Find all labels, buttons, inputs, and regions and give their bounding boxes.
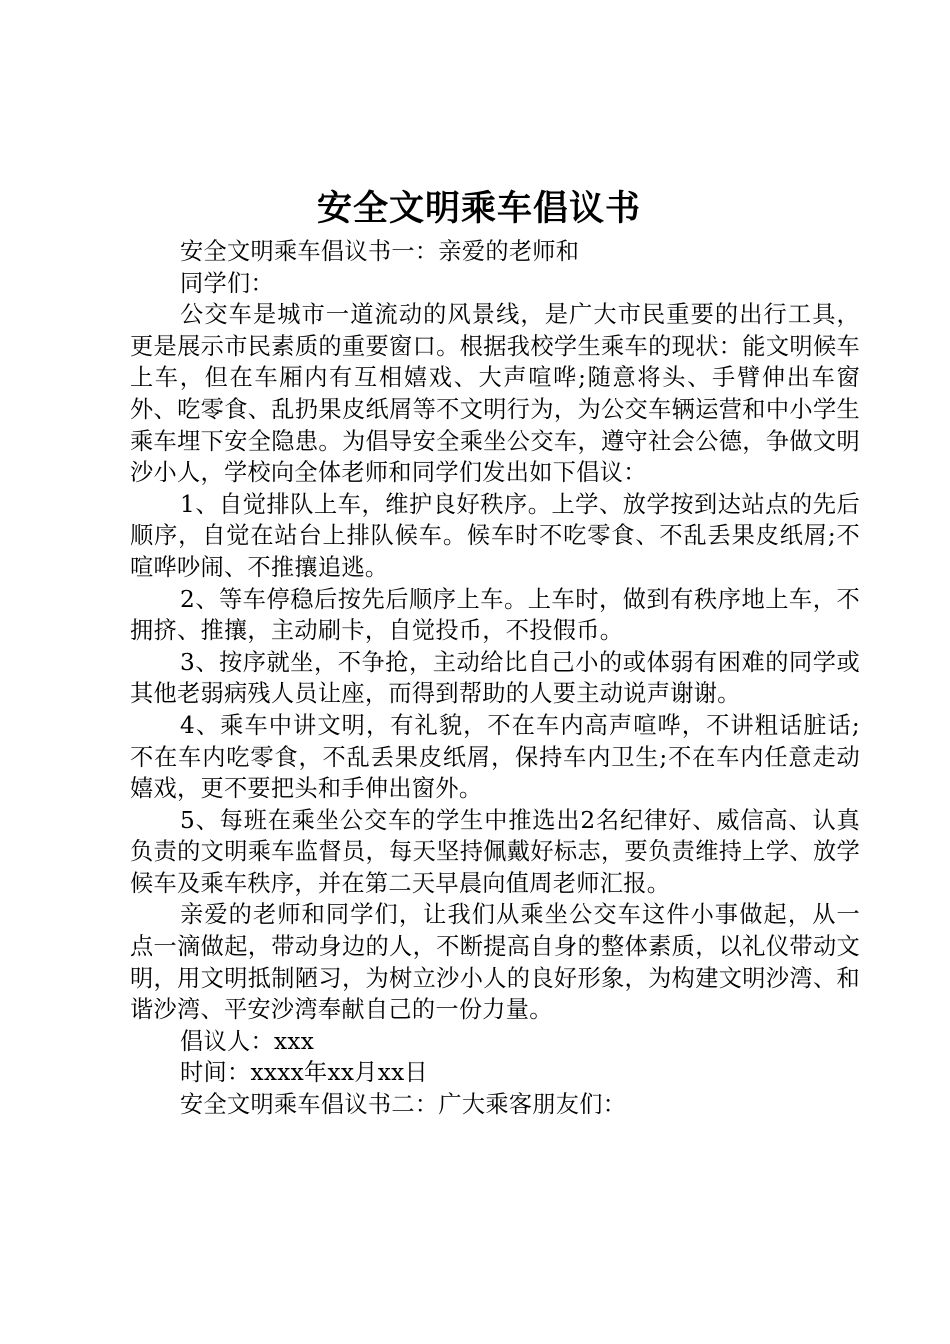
paragraph-item-4: 4、乘车中讲文明，有礼貌，不在车内高声喧哗，不讲粗话脏话;不在车内吃零食，不乱丢果皮纸屑，保持车内卫生;不在车内任意走动嬉戏，更不要把头和手伸出窗外。 xyxy=(130,711,860,803)
paragraph-intro: 公交车是城市一道流动的风景线，是广大市民重要的出行工具，更是展示市民素质的重要窗口。根据我校学生乘车的现状：能文明候车上车，但在车厢内有互相嬉戏、大声喧哗;随意将头、手臂伸出车窗外、吃零食、乱扔果皮纸屑等不文明行为，为公交车辆运营和中小学生乘车埋下安全隐患。为倡导安全乘坐公交车，遵守社会公德，争做文明沙小人，学校向全体老师和同学们发出如下倡议： xyxy=(130,301,860,487)
document-body xyxy=(130,236,860,1121)
paragraph-letter-2-heading: 安全文明乘车倡议书二：广大乘客朋友们： xyxy=(180,1091,627,1119)
paragraph-proposer: 倡议人：xxx xyxy=(180,1027,315,1055)
paragraph-letter-1-heading: 安全文明乘车倡议书一：亲爱的老师和 xyxy=(180,238,580,265)
document-title: 安全文明乘车倡议书 xyxy=(316,188,641,229)
paragraph-item-1: 1、自觉排队上车，维护良好秩序。上学、放学按到达站点的先后顺序，自觉在站台上排队候车。候车时不吃零食、不乱丢果皮纸屑;不喧哗吵闹、不推攘追逃。 xyxy=(130,490,860,581)
paragraph-salutation: 同学们： xyxy=(180,269,274,297)
paragraph-item-3: 3、按序就坐，不争抢，主动给比自己小的或体弱有困难的同学或其他老弱病残人员让座，而得到帮助的人要主动说声谢谢。 xyxy=(130,648,860,708)
paragraph-item-2: 2、等车停稳后按先后顺序上车。上车时，做到有秩序地上车，不拥挤、推攘，主动刷卡，自觉投币，不投假币。 xyxy=(130,585,860,645)
paragraph-item-5: 5、每班在乘坐公交车的学生中推选出2名纪律好、威信高、认真负责的文明乘车监督员，每天坚持佩戴好标志，要负责维持上学、放学候车及乘车秩序，并在第二天早晨向值周老师汇报。 xyxy=(130,806,860,897)
paragraph-closing: 亲爱的老师和同学们，让我们从乘坐公交车这件小事做起，从一点一滴做起，带动身边的人，不断提高自身的整体素质，以礼仪带动文明，用文明抵制陋习，为树立沙小人的良好形象，为构建文明沙湾、和谐沙湾、平安沙湾奉献自己的一份力量。 xyxy=(130,901,860,1024)
paragraph-date: 时间：xxxx年xx月xx日 xyxy=(180,1059,428,1087)
